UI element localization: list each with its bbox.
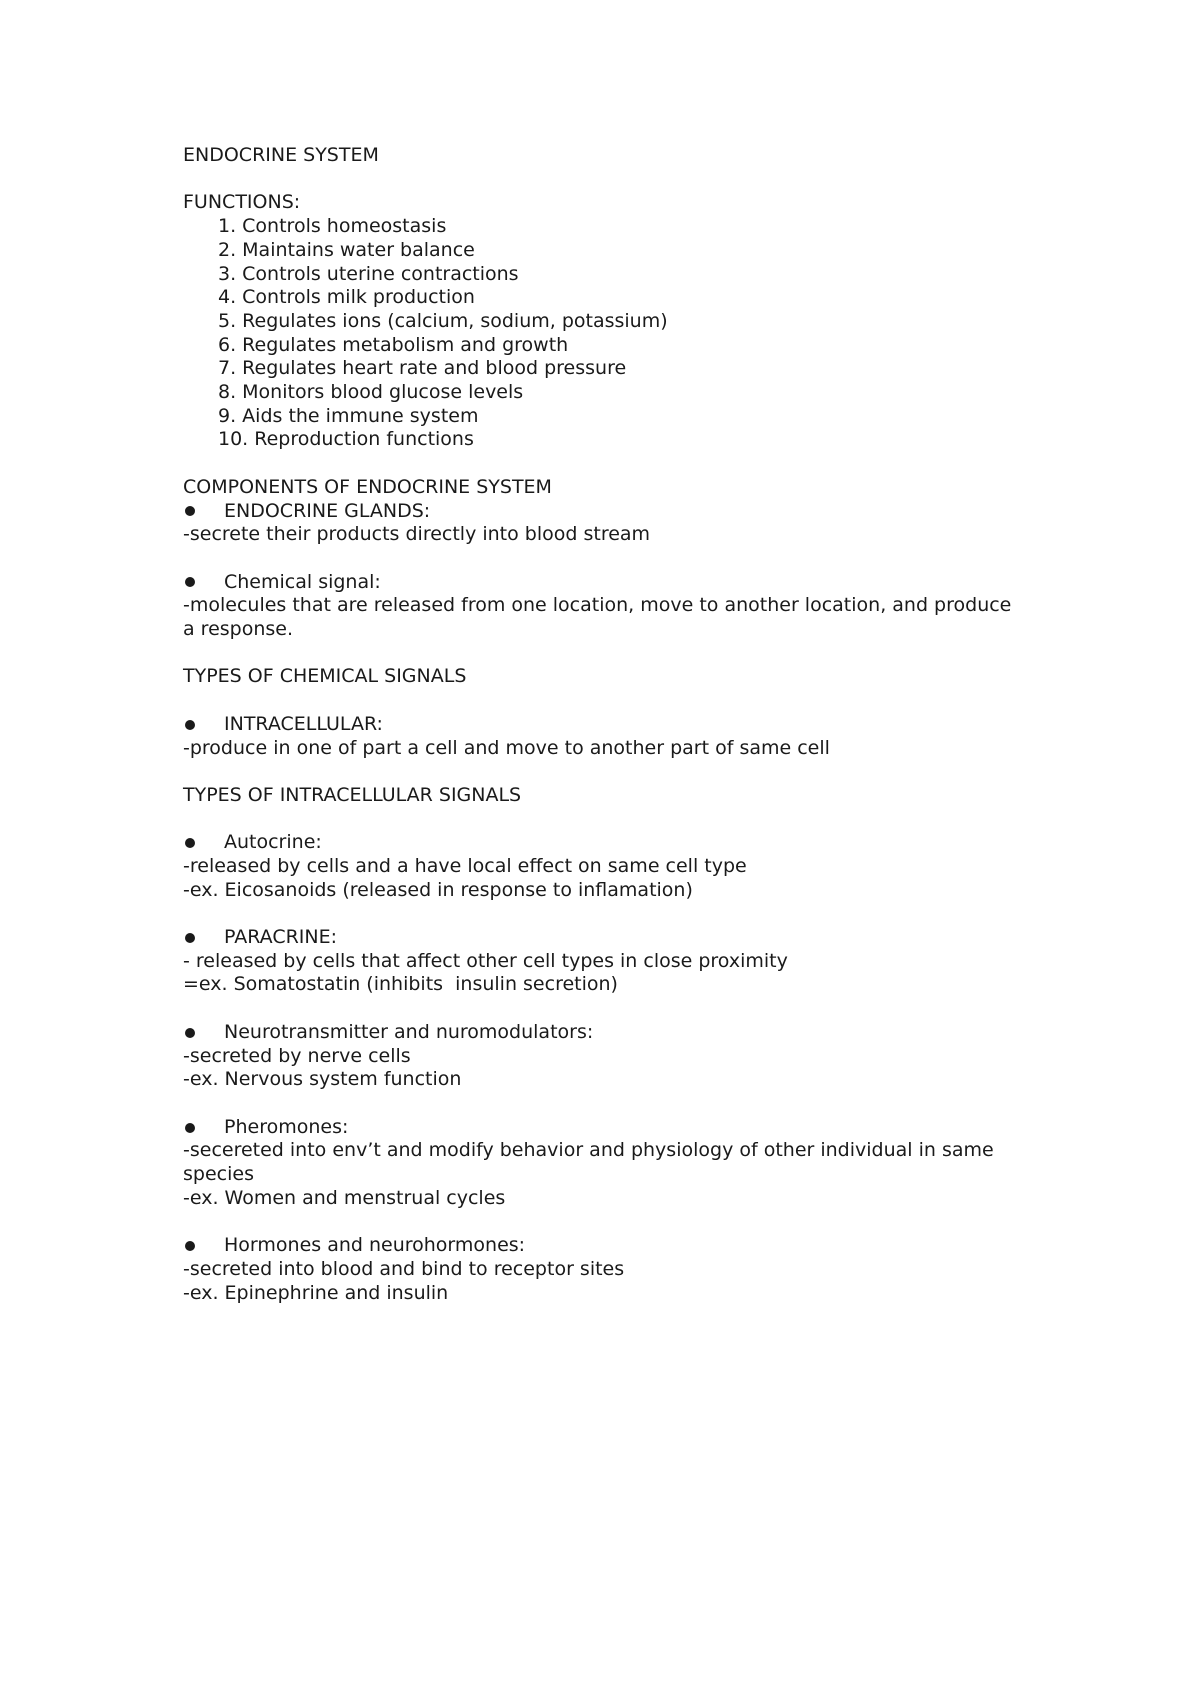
bullet-description: -secereted into env’t and modify behavior and physiology of other individual in same species	[183, 1139, 1000, 1186]
spacer	[183, 689, 1023, 713]
list-item: 2. Maintains water balance	[218, 238, 475, 261]
bullet-example: -ex. Epinephrine and insulin	[183, 1281, 449, 1304]
bullet-label: Chemical signal:	[224, 570, 381, 593]
bullet-label: Hormones and neurohormones:	[224, 1234, 526, 1257]
spacer	[183, 902, 1023, 926]
section-heading: TYPES OF INTRACELLULAR SIGNALS	[183, 783, 522, 806]
list-item: 4. Controls milk production	[218, 286, 475, 309]
bullet-description: -molecules that are released from one location, move to another location, and produce a response.	[183, 594, 1018, 641]
bullet-icon	[185, 1123, 195, 1133]
bullet-item	[183, 713, 1023, 737]
section-heading: TYPES OF CHEMICAL SIGNALS	[183, 665, 467, 688]
list-item: 8. Monitors blood glucose levels	[218, 381, 524, 404]
bullet-item	[183, 500, 1023, 524]
list-item: 6. Regulates metabolism and growth	[218, 333, 569, 356]
bullet-item	[183, 1116, 1023, 1140]
bullet-label: INTRACELLULAR:	[224, 712, 383, 735]
bullet-icon	[185, 577, 195, 587]
bullet-example: =ex. Somatostatin (inhibits insulin secretion)	[183, 973, 618, 996]
spacer	[183, 547, 1023, 571]
bullet-description: -secreted into blood and bind to receptor sites	[183, 1257, 625, 1280]
bullet-label: Pheromones:	[224, 1115, 349, 1138]
spacer	[183, 1210, 1023, 1234]
bullet-description: -released by cells and a have local effect on same cell type	[183, 854, 747, 877]
bullet-icon	[185, 1028, 195, 1038]
spacer	[183, 452, 1023, 476]
list-item: 10. Reproduction functions	[218, 428, 474, 451]
bullet-description: -secreted by nerve cells	[183, 1044, 411, 1067]
bullet-label: Neurotransmitter and nuromodulators:	[224, 1020, 594, 1043]
bullet-icon	[185, 933, 195, 943]
bullet-item	[183, 1234, 1023, 1258]
list-item: 5. Regulates ions (calcium, sodium, potassium)	[218, 309, 668, 332]
bullet-item	[183, 831, 1023, 855]
list-item: 9. Aids the immune system	[218, 404, 479, 427]
bullet-description: -secrete their products directly into blood stream	[183, 523, 651, 546]
spacer	[183, 168, 1023, 192]
bullet-description: - released by cells that affect other cell types in close proximity	[183, 949, 788, 972]
bullet-item	[183, 571, 1023, 595]
bullet-example: -ex. Eicosanoids (released in response to inflamation)	[183, 878, 693, 901]
spacer	[183, 808, 1023, 832]
bullet-example: -ex. Nervous system function	[183, 1068, 462, 1091]
bullet-item	[183, 926, 1023, 950]
list-item: 3. Controls uterine contractions	[218, 262, 519, 285]
bullet-description: -produce in one of part a cell and move to another part of same cell	[183, 736, 830, 759]
bullet-icon	[185, 506, 195, 516]
bullet-icon	[185, 1241, 195, 1251]
document-page	[183, 144, 1023, 1305]
spacer	[183, 642, 1023, 666]
document-title: ENDOCRINE SYSTEM	[183, 144, 379, 166]
spacer	[183, 760, 1023, 784]
functions-heading: FUNCTIONS:	[183, 191, 301, 214]
list-item: 7. Regulates heart rate and blood pressure	[218, 357, 627, 380]
bullet-icon	[185, 720, 195, 730]
bullet-item	[183, 1021, 1023, 1045]
bullet-label: Autocrine:	[224, 831, 322, 854]
spacer	[183, 1092, 1023, 1116]
list-item: 1. Controls homeostasis	[218, 215, 447, 238]
spacer	[183, 997, 1023, 1021]
components-heading: COMPONENTS OF ENDOCRINE SYSTEM	[183, 475, 552, 498]
bullet-icon	[185, 838, 195, 848]
bullet-label: PARACRINE:	[224, 926, 338, 949]
functions-list	[183, 215, 1023, 452]
bullet-label: ENDOCRINE GLANDS:	[224, 499, 431, 522]
bullet-example: -ex. Women and menstrual cycles	[183, 1186, 506, 1209]
